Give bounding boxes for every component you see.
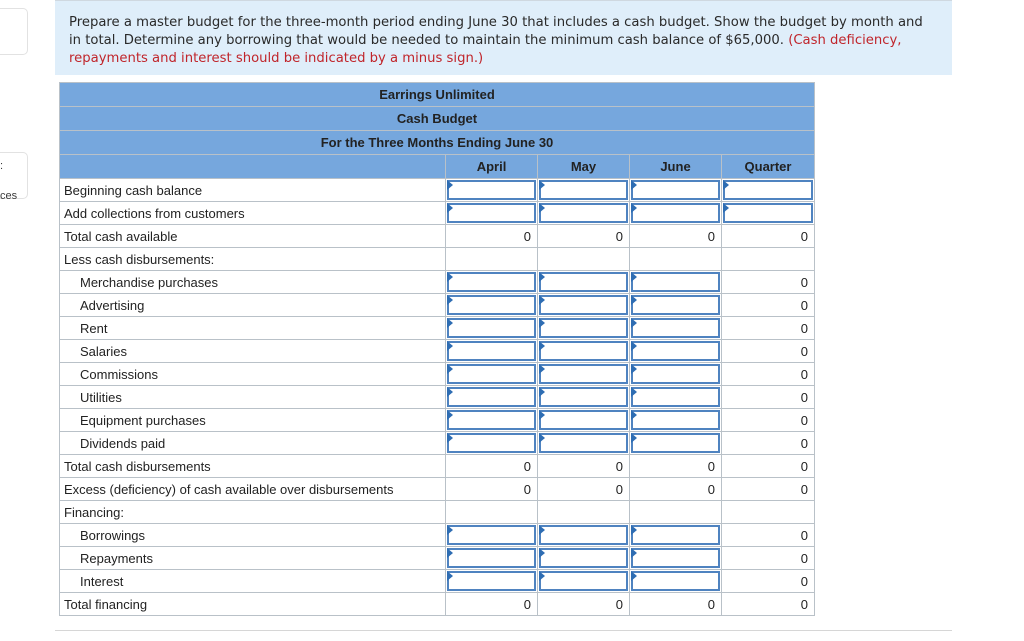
input-marker-icon	[447, 571, 453, 581]
input-cell-may[interactable]	[538, 271, 630, 294]
input-cell-may[interactable]	[538, 386, 630, 409]
input-cell-april[interactable]	[446, 547, 538, 570]
table-row	[60, 386, 815, 409]
row-label: Repayments	[60, 547, 446, 570]
answer-input[interactable]	[631, 525, 720, 545]
table-row	[60, 432, 815, 455]
value-cell-april	[446, 248, 538, 271]
value-cell-quarter: 0	[722, 340, 815, 363]
instructions-note: (Cash deficiency, repayments and interest should be indicated by a minus sign.)	[69, 33, 902, 66]
sidebar-fragment-a: :	[0, 160, 4, 172]
table-row	[60, 317, 815, 340]
answer-input[interactable]	[447, 364, 536, 384]
row-label: Interest	[60, 570, 446, 593]
input-marker-icon	[447, 548, 453, 558]
input-cell-april[interactable]	[446, 432, 538, 455]
input-marker-icon	[539, 364, 545, 374]
input-marker-icon	[539, 295, 545, 305]
input-cell-may[interactable]	[538, 317, 630, 340]
answer-input[interactable]	[631, 410, 720, 430]
divider	[55, 630, 952, 631]
row-label: Beginning cash balance	[60, 179, 446, 202]
input-cell-quarter[interactable]	[722, 202, 815, 225]
column-header-blank	[60, 155, 446, 179]
input-marker-icon	[539, 548, 545, 558]
value-cell-quarter: 0	[722, 363, 815, 386]
answer-input[interactable]	[447, 203, 536, 223]
table-row	[60, 409, 815, 432]
sidebar-card-top[interactable]	[0, 8, 28, 55]
input-marker-icon	[447, 318, 453, 328]
input-cell-june[interactable]	[630, 202, 722, 225]
value-cell-june	[630, 501, 722, 524]
answer-input[interactable]	[539, 525, 628, 545]
input-cell-june[interactable]	[630, 547, 722, 570]
input-marker-icon	[447, 203, 453, 213]
table-row	[60, 478, 815, 501]
value-cell-june: 0	[630, 455, 722, 478]
answer-input[interactable]	[539, 571, 628, 591]
statement-name: Cash Budget	[60, 107, 815, 131]
answer-input[interactable]	[723, 180, 813, 200]
value-cell-quarter: 0	[722, 271, 815, 294]
answer-input[interactable]	[447, 433, 536, 453]
answer-input[interactable]	[723, 203, 813, 223]
input-marker-icon	[631, 433, 637, 443]
row-label: Less cash disbursements:	[60, 248, 446, 271]
value-cell-may: 0	[538, 225, 630, 248]
header-row	[60, 107, 815, 131]
row-label: Commissions	[60, 363, 446, 386]
input-cell-june[interactable]	[630, 340, 722, 363]
row-label: Utilities	[60, 386, 446, 409]
answer-input[interactable]	[631, 295, 720, 315]
input-cell-may[interactable]	[538, 570, 630, 593]
input-marker-icon	[631, 410, 637, 420]
input-cell-quarter[interactable]	[722, 179, 815, 202]
column-header-may: May	[538, 155, 630, 179]
input-cell-june[interactable]	[630, 317, 722, 340]
answer-input[interactable]	[539, 180, 628, 200]
input-marker-icon	[631, 272, 637, 282]
input-cell-june[interactable]	[630, 363, 722, 386]
row-label: Merchandise purchases	[60, 271, 446, 294]
input-cell-may[interactable]	[538, 524, 630, 547]
answer-input[interactable]	[447, 180, 536, 200]
input-marker-icon	[539, 318, 545, 328]
answer-input[interactable]	[539, 410, 628, 430]
input-cell-april[interactable]	[446, 409, 538, 432]
value-cell-quarter	[722, 248, 815, 271]
input-cell-may[interactable]	[538, 179, 630, 202]
input-cell-april[interactable]	[446, 363, 538, 386]
value-cell-april: 0	[446, 225, 538, 248]
input-marker-icon	[631, 318, 637, 328]
input-marker-icon	[631, 387, 637, 397]
value-cell-may	[538, 248, 630, 271]
answer-input[interactable]	[447, 272, 536, 292]
statement-period: For the Three Months Ending June 30	[60, 131, 815, 155]
input-cell-april[interactable]	[446, 179, 538, 202]
row-label: Total cash disbursements	[60, 455, 446, 478]
table-row	[60, 225, 815, 248]
column-header-row	[60, 155, 815, 179]
value-cell-june: 0	[630, 478, 722, 501]
answer-input[interactable]	[447, 525, 536, 545]
value-cell-june: 0	[630, 225, 722, 248]
input-marker-icon	[447, 180, 453, 190]
answer-input[interactable]	[539, 203, 628, 223]
value-cell-may: 0	[538, 593, 630, 616]
column-header-quarter: Quarter	[722, 155, 815, 179]
input-cell-june[interactable]	[630, 294, 722, 317]
instructions-text: Prepare a master budget for the three-month period ending June 30 that includes a cash budget. Show the budget by month and in total. Determine any borrowing that would be needed to maintain the minimum cash balance of $65,000.	[69, 15, 923, 48]
company-name: Earrings Unlimited	[60, 83, 815, 107]
input-marker-icon	[631, 525, 637, 535]
input-cell-april[interactable]	[446, 271, 538, 294]
input-marker-icon	[631, 341, 637, 351]
header-row	[60, 131, 815, 155]
table-row	[60, 248, 815, 271]
input-cell-april[interactable]	[446, 202, 538, 225]
value-cell-quarter: 0	[722, 455, 815, 478]
input-marker-icon	[447, 341, 453, 351]
table-row	[60, 179, 815, 202]
input-marker-icon	[723, 180, 729, 190]
input-cell-june[interactable]	[630, 386, 722, 409]
row-label: Dividends paid	[60, 432, 446, 455]
row-label: Total financing	[60, 593, 446, 616]
input-marker-icon	[539, 433, 545, 443]
answer-input[interactable]	[539, 341, 628, 361]
answer-input[interactable]	[631, 387, 720, 407]
value-cell-april: 0	[446, 455, 538, 478]
answer-input[interactable]	[447, 318, 536, 338]
answer-input[interactable]	[447, 341, 536, 361]
input-marker-icon	[539, 410, 545, 420]
value-cell-quarter: 0	[722, 409, 815, 432]
value-cell-quarter: 0	[722, 225, 815, 248]
answer-input[interactable]	[447, 295, 536, 315]
value-cell-may	[538, 501, 630, 524]
row-label: Total cash available	[60, 225, 446, 248]
value-cell-june	[630, 248, 722, 271]
value-cell-april	[446, 501, 538, 524]
input-cell-april[interactable]	[446, 570, 538, 593]
value-cell-quarter: 0	[722, 478, 815, 501]
input-cell-may[interactable]	[538, 202, 630, 225]
answer-input[interactable]	[447, 387, 536, 407]
cash-budget-table	[59, 82, 815, 616]
input-cell-june[interactable]	[630, 179, 722, 202]
value-cell-april: 0	[446, 478, 538, 501]
table-row	[60, 271, 815, 294]
input-cell-april[interactable]	[446, 294, 538, 317]
value-cell-quarter: 0	[722, 317, 815, 340]
column-header-april: April	[446, 155, 538, 179]
input-cell-june[interactable]	[630, 432, 722, 455]
value-cell-quarter: 0	[722, 386, 815, 409]
value-cell-quarter: 0	[722, 524, 815, 547]
column-header-june: June	[630, 155, 722, 179]
input-marker-icon	[539, 203, 545, 213]
input-cell-june[interactable]	[630, 570, 722, 593]
input-cell-june[interactable]	[630, 271, 722, 294]
table-row	[60, 363, 815, 386]
value-cell-quarter: 0	[722, 294, 815, 317]
input-marker-icon	[539, 571, 545, 581]
answer-input[interactable]	[539, 318, 628, 338]
value-cell-quarter: 0	[722, 432, 815, 455]
input-cell-may[interactable]	[538, 363, 630, 386]
answer-input[interactable]	[539, 295, 628, 315]
answer-input[interactable]	[539, 272, 628, 292]
input-marker-icon	[539, 272, 545, 282]
answer-input[interactable]	[631, 180, 720, 200]
answer-input[interactable]	[447, 548, 536, 568]
input-marker-icon	[447, 295, 453, 305]
value-cell-june: 0	[630, 593, 722, 616]
input-marker-icon	[447, 387, 453, 397]
value-cell-quarter	[722, 501, 815, 524]
input-marker-icon	[631, 180, 637, 190]
question-instructions	[55, 1, 952, 75]
table-row	[60, 570, 815, 593]
input-marker-icon	[447, 410, 453, 420]
input-marker-icon	[539, 525, 545, 535]
value-cell-quarter: 0	[722, 593, 815, 616]
row-label: Rent	[60, 317, 446, 340]
answer-input[interactable]	[539, 387, 628, 407]
answer-input[interactable]	[539, 433, 628, 453]
answer-input[interactable]	[631, 341, 720, 361]
answer-input[interactable]	[539, 364, 628, 384]
value-cell-april: 0	[446, 593, 538, 616]
input-marker-icon	[447, 272, 453, 282]
table-row	[60, 202, 815, 225]
input-marker-icon	[539, 180, 545, 190]
table-row	[60, 340, 815, 363]
row-label: Borrowings	[60, 524, 446, 547]
row-label: Financing:	[60, 501, 446, 524]
input-cell-april[interactable]	[446, 524, 538, 547]
input-cell-may[interactable]	[538, 409, 630, 432]
answer-input[interactable]	[447, 571, 536, 591]
input-marker-icon	[631, 364, 637, 374]
value-cell-quarter: 0	[722, 570, 815, 593]
value-cell-may: 0	[538, 478, 630, 501]
answer-input[interactable]	[631, 548, 720, 568]
input-cell-april[interactable]	[446, 386, 538, 409]
value-cell-quarter: 0	[722, 547, 815, 570]
input-cell-june[interactable]	[630, 409, 722, 432]
value-cell-may: 0	[538, 455, 630, 478]
input-marker-icon	[539, 341, 545, 351]
answer-input[interactable]	[631, 364, 720, 384]
header-row	[60, 83, 815, 107]
answer-input[interactable]	[539, 548, 628, 568]
answer-input[interactable]	[631, 272, 720, 292]
input-cell-april[interactable]	[446, 317, 538, 340]
input-marker-icon	[631, 295, 637, 305]
row-label: Excess (deficiency) of cash available over disbursements	[60, 478, 446, 501]
input-cell-june[interactable]	[630, 524, 722, 547]
input-marker-icon	[447, 525, 453, 535]
row-label: Add collections from customers	[60, 202, 446, 225]
input-cell-may[interactable]	[538, 432, 630, 455]
input-cell-may[interactable]	[538, 340, 630, 363]
input-marker-icon	[631, 571, 637, 581]
table-row	[60, 501, 815, 524]
answer-input[interactable]	[631, 203, 720, 223]
answer-input[interactable]	[447, 410, 536, 430]
table-row	[60, 455, 815, 478]
table-row	[60, 294, 815, 317]
input-marker-icon	[539, 387, 545, 397]
input-marker-icon	[631, 203, 637, 213]
table-row	[60, 593, 815, 616]
input-cell-april[interactable]	[446, 340, 538, 363]
table-row	[60, 547, 815, 570]
budget-rows	[60, 179, 815, 616]
input-cell-may[interactable]	[538, 294, 630, 317]
table-row	[60, 524, 815, 547]
answer-input[interactable]	[631, 318, 720, 338]
input-marker-icon	[631, 548, 637, 558]
answer-input[interactable]	[631, 433, 720, 453]
answer-input[interactable]	[631, 571, 720, 591]
input-marker-icon	[447, 433, 453, 443]
row-label: Salaries	[60, 340, 446, 363]
row-label: Equipment purchases	[60, 409, 446, 432]
sidebar-fragment-b: ces	[0, 190, 18, 202]
input-cell-may[interactable]	[538, 547, 630, 570]
input-marker-icon	[723, 203, 729, 213]
input-marker-icon	[447, 364, 453, 374]
row-label: Advertising	[60, 294, 446, 317]
